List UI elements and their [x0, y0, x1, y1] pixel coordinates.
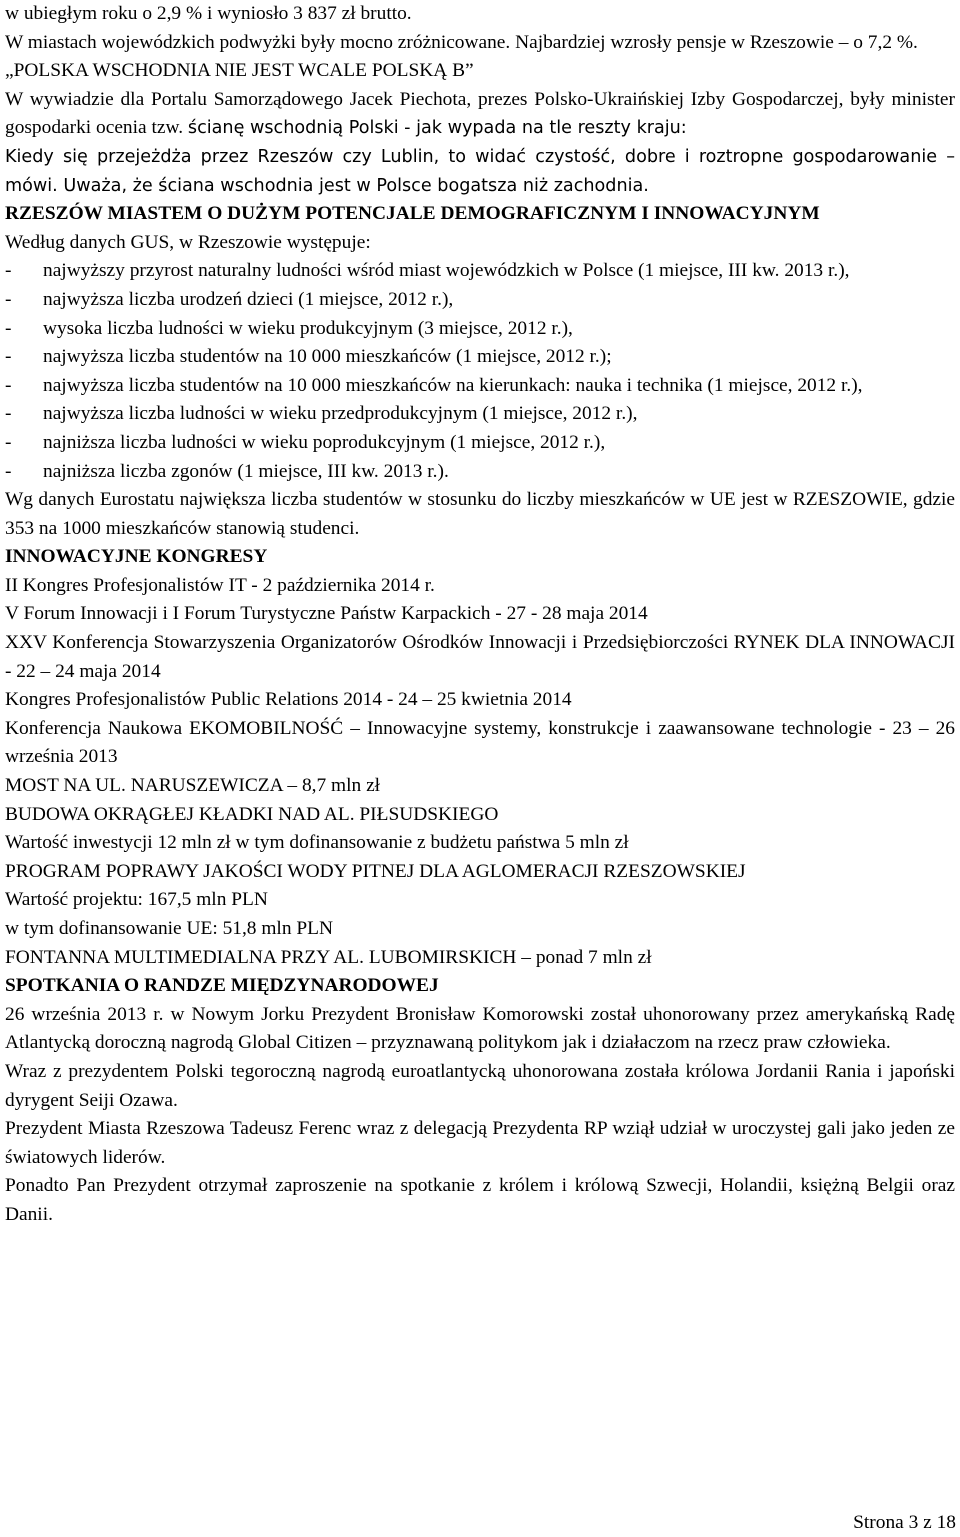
quote-heading: „POLSKA WSCHODNIA NIE JEST WCALE POLSKĄ B”: [5, 60, 474, 82]
investment-line: FONTANNA MULTIMEDIALNA PRZY AL. LUBOMIRSKICH – ponad 7 mln zł: [5, 946, 652, 968]
section-heading-meetings: SPOTKANIA O RANDZE MIĘDZYNARODOWEJ: [5, 975, 439, 997]
list-item: - najniższa liczba ludności w wieku poprodukcyjnym (1 miejsce, 2012 r.),: [5, 429, 955, 458]
list-item: - wysoka liczba ludności w wieku produkcyjnym (3 miejsce, 2012 r.),: [5, 315, 955, 344]
gus-intro: Według danych GUS, w Rzeszowie występuje:: [5, 231, 371, 253]
list-item: - najwyższa liczba studentów na 10 000 mieszkańców (1 miejsce, 2012 r.);: [5, 343, 955, 372]
investment-line: BUDOWA OKRĄGŁEJ KŁADKI NAD AL. PIŁSUDSKIEGO: [5, 803, 499, 825]
list-item: - najniższa liczba zgonów (1 miejsce, III kw. 2013 r.).: [5, 458, 955, 487]
meeting-paragraph: 26 września 2013 r. w Nowym Jorku Prezydent Bronisław Komorowski został uhonorowany przez amerykańską Radę Atlantycką doroczną nagrodą Global Citizen – przyznawaną politykom jak i działaczom na rzecz praw człowieka.: [5, 1003, 955, 1054]
quote-summary: Uważa, że ściana wschodnia jest w Polsce bogatsza niż zachodnia.: [63, 175, 649, 196]
list-dash: -: [5, 460, 12, 482]
list-dash: -: [5, 374, 12, 396]
list-dash: -: [5, 346, 12, 368]
gus-list: [5, 257, 955, 486]
investment-line: PROGRAM POPRAWY JAKOŚCI WODY PITNEJ DLA AGLOMERACJI RZESZOWSKIEJ: [5, 860, 746, 882]
list-item: - najwyższa liczba studentów na 10 000 mieszkańców na kierunkach: nauka i technika (1 miejsce, 2012 r.),: [5, 372, 955, 401]
quote-text: Kiedy się przejeżdża przez Rzeszów czy Lublin, to widać czystość, dobre i roztropne gospodarowanie – mówi.: [5, 146, 955, 196]
investment-line: Wartość inwestycji 12 mln zł w tym dofinansowanie z budżetu państwa 5 mln zł: [5, 832, 629, 854]
list-item: - najwyższa liczba urodzeń dzieci (1 miejsce, 2012 r.),: [5, 286, 955, 315]
text-line: w ubiegłym roku o 2,9 % i wyniosło 3 837 zł brutto.: [5, 3, 412, 24]
congress-line: Kongres Profesjonalistów Public Relations 2014 - 24 – 25 kwietnia 2014: [5, 689, 572, 711]
meeting-paragraph: Prezydent Miasta Rzeszowa Tadeusz Ferenc wraz z delegacją Prezydenta RP wziął udział w uroczystej gali jako jeden ze światowych liderów.: [5, 1118, 955, 1168]
meeting-paragraph: Wraz z prezydentem Polski tegoroczną nagrodą euroatlantycką uhonorowana została królowa Jordanii Rania i japoński dyrygent Seiji Ozawa.: [5, 1060, 955, 1111]
congress-line: Konferencja Naukowa EKOMOBILNOŚĆ – Innowacyjne systemy, konstrukcje i zaawansowane technologie - 23 – 26 września 2013: [5, 717, 955, 768]
eurostat-paragraph: Wg danych Eurostatu największa liczba studentów w stosunku do liczby mieszkańców w UE jest w RZESZOWIE, gdzie 353 na 1000 mieszkańców stanowią studenci.: [5, 489, 955, 539]
list-dash: -: [5, 317, 12, 339]
investment-line: MOST NA UL. NARUSZEWICZA – 8,7 mln zł: [5, 775, 381, 797]
meeting-paragraph: Ponadto Pan Prezydent otrzymał zaproszenie na spotkanie z królem i królową Szwecji, Holandii, księżną Belgii oraz Danii.: [5, 1175, 955, 1225]
congress-line: II Kongres Profesjonalistów IT - 2 października 2014 r.: [5, 574, 435, 596]
document-page: [5, 0, 955, 1230]
interview-quote: [5, 143, 955, 200]
investment-line: w tym dofinansowanie UE: 51,8 mln PLN: [5, 918, 333, 939]
investment-line: Wartość projektu: 167,5 mln PLN: [5, 889, 268, 911]
list-dash: -: [5, 288, 12, 310]
list-dash: -: [5, 403, 12, 425]
text-paragraph: W miastach wojewódzkich podwyżki były mocno zróżnicowane. Najbardziej wzrosły pensje w Rzeszowie – o 7,2 %.: [5, 31, 918, 53]
list-item: - najwyższy przyrost naturalny ludności wśród miast wojewódzkich w Polsce (1 miejsce, III kw. 2013 r.),: [5, 257, 955, 286]
congress-line: V Forum Innowacji i I Forum Turystyczne Państw Karpackich - 27 - 28 maja 2014: [5, 603, 648, 625]
interview-question: ścianę wschodnią Polski - jak wypada na tle reszty kraju:: [187, 118, 687, 139]
section-heading-demography: RZESZÓW MIASTEM O DUŻYM POTENCJALE DEMOGRAFICZNYM I INNOWACYJNYM: [5, 203, 820, 225]
congress-line: XXV Konferencja Stowarzyszenia Organizatorów Ośrodków Innowacji i Przedsiębiorczości RYNEK DLA INNOWACJI - 22 – 24 maja 2014: [5, 632, 955, 682]
page-number: Strona 3 z 18: [853, 1512, 956, 1533]
list-item: - najwyższa liczba ludności w wieku przedprodukcyjnym (1 miejsce, 2012 r.),: [5, 400, 955, 429]
section-heading-congresses: INNOWACYJNE KONGRESY: [5, 546, 268, 568]
interview-paragraph: [5, 86, 955, 143]
list-dash: -: [5, 431, 12, 453]
list-dash: -: [5, 260, 12, 282]
interview-intro: W wywiadzie dla Portalu Samorządowego Jacek Piechota, prezes Polsko-Ukraińskiej Izby Gospodarczej, były minister gospodarki ocenia tzw.: [5, 88, 955, 139]
